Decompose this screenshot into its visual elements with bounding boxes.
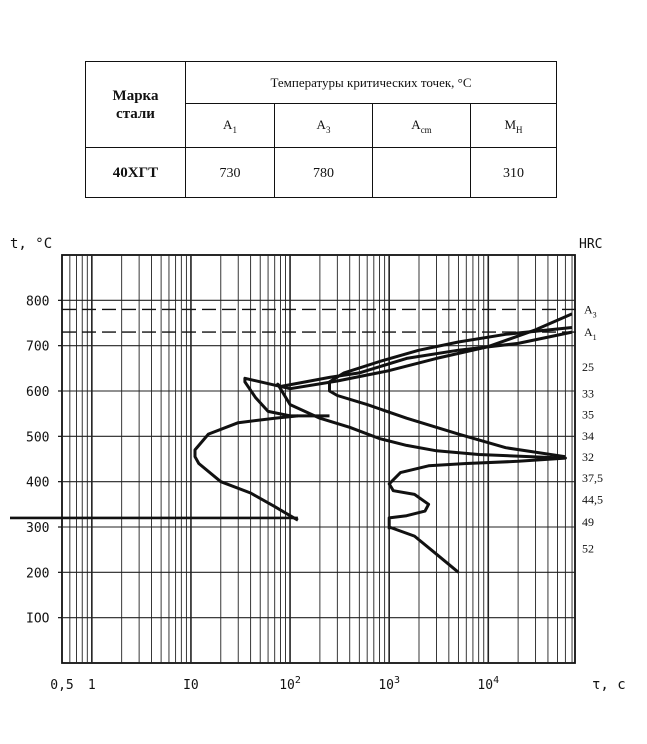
reference-label-a3: $A_3$ (584, 302, 597, 320)
mh-value: 310 (503, 165, 524, 181)
hardness-label: 34 (582, 428, 594, 443)
y-tick-label: 800 (26, 294, 50, 310)
transformation-curve-5 (389, 527, 458, 572)
hardness-label: 52 (582, 541, 594, 556)
point-label: M (504, 116, 517, 132)
hardness-label: 35 (582, 407, 594, 422)
point-label: A (411, 116, 421, 132)
a3-value: 780 (313, 165, 334, 181)
point-label: A (316, 116, 326, 132)
hardness-label: 25 (582, 360, 594, 375)
point-sub: cm (420, 125, 432, 136)
y-tick-label: 500 (26, 430, 50, 446)
x-tick-label: 0,5 (50, 678, 74, 693)
y-tick-label: 700 (26, 339, 50, 355)
x-tick-label: 1 (87, 678, 96, 693)
y-tick-label: 400 (26, 475, 50, 491)
point-sub: H (516, 125, 523, 136)
temps-header: Температуры критических точек, °С (270, 74, 472, 90)
point-sub: 3 (325, 125, 331, 136)
y-tick-label: 600 (26, 385, 50, 400)
reference-label-a1: $A_1$ (584, 325, 597, 343)
axis-labels (10, 236, 626, 693)
hardness-label: 44,5 (582, 492, 603, 507)
hardness-label: 49 (582, 515, 594, 530)
y-axis-title: t, °C (10, 236, 53, 252)
x-tick-label: $10^4$ (477, 675, 500, 693)
hardness-label: 33 (582, 386, 594, 401)
x-axis-title: τ, с (592, 677, 626, 693)
transformation-curves (195, 314, 572, 572)
grid (62, 255, 575, 663)
grade-header: Марка стали (112, 87, 159, 122)
hardness-label: 32 (582, 449, 594, 464)
y-tick-label: IOO (26, 611, 50, 627)
a1-value: 730 (219, 165, 241, 181)
point-label: A (223, 116, 233, 132)
hrc-axis-title: HRC (579, 237, 603, 252)
x-tick-label: I0 (183, 678, 199, 693)
y-tick-label: 200 (26, 566, 50, 582)
transformation-curve-1 (245, 314, 572, 416)
x-tick-label: $10^2$ (279, 675, 301, 693)
y-tick-label: 300 (26, 521, 50, 536)
hardness-label: 37,5 (582, 471, 603, 486)
transformation-curve-4 (195, 416, 298, 520)
x-tick-label: $10^3$ (378, 675, 401, 693)
point-sub: 1 (232, 125, 237, 136)
grade-value: 40ХГТ (112, 164, 159, 181)
